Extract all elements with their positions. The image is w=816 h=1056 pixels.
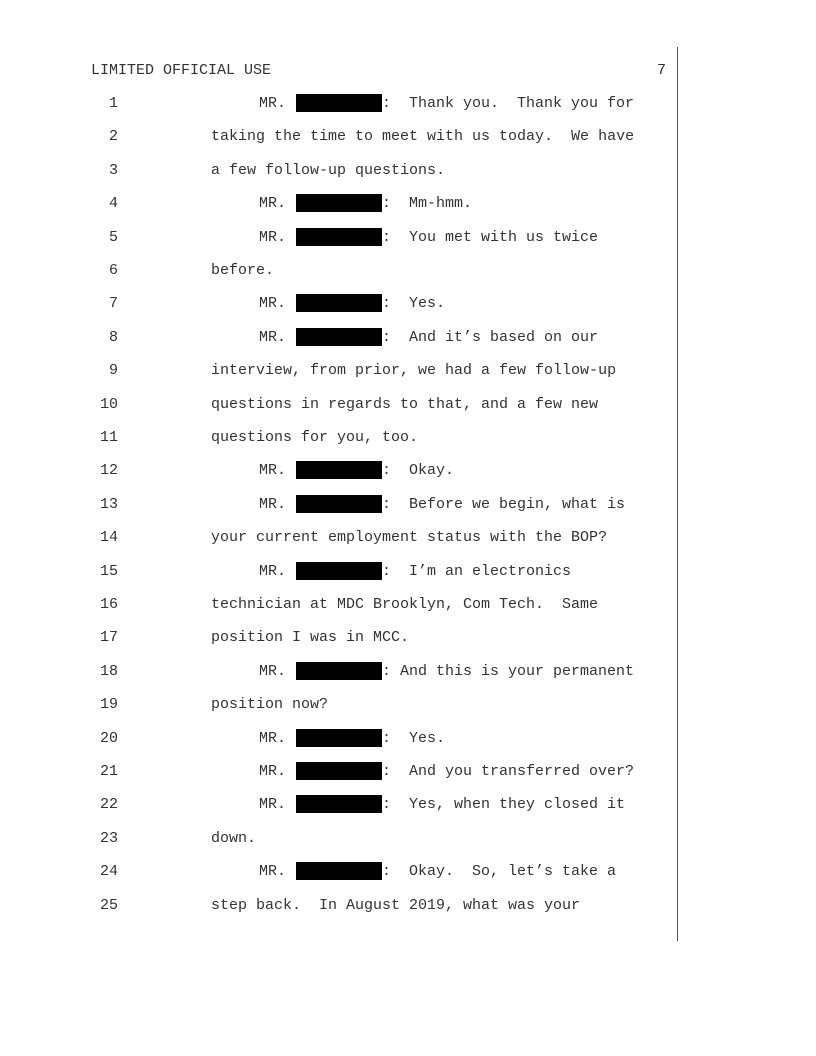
line-number: 17 bbox=[99, 629, 118, 647]
line-number: 5 bbox=[108, 228, 118, 246]
line-number: 8 bbox=[108, 328, 118, 346]
line-number: 12 bbox=[99, 462, 118, 480]
line-number: 25 bbox=[99, 896, 118, 914]
speaker-label: MR. bbox=[259, 462, 287, 480]
page-number: 7 bbox=[657, 62, 667, 79]
line-number: 16 bbox=[99, 596, 118, 613]
line-number: 24 bbox=[99, 863, 118, 881]
line-text: step back. In August 2019, what was your bbox=[211, 896, 581, 914]
transcript-line bbox=[0, 262, 816, 282]
line-text: questions in regards to that, and a few new bbox=[211, 395, 599, 413]
transcript-line bbox=[0, 329, 816, 349]
redacted-name bbox=[296, 461, 382, 479]
redacted-name bbox=[296, 294, 382, 312]
line-number: 21 bbox=[99, 763, 118, 780]
line-text: interview, from prior, we had a few follow-up bbox=[211, 362, 617, 380]
transcript-line bbox=[0, 563, 816, 583]
transcript-line bbox=[0, 429, 816, 449]
transcript-line bbox=[0, 396, 816, 416]
speaker-label: MR. bbox=[259, 328, 287, 346]
line-number: 11 bbox=[99, 429, 118, 446]
line-text: questions for you, too. bbox=[211, 429, 419, 446]
line-text: position now? bbox=[211, 696, 329, 714]
speaker-line bbox=[259, 663, 634, 680]
speaker-line bbox=[259, 229, 598, 246]
transcript-line bbox=[0, 663, 816, 683]
redacted-name bbox=[296, 228, 382, 246]
speaker-line bbox=[259, 462, 454, 479]
redacted-name bbox=[296, 729, 382, 747]
line-text: : Okay. bbox=[382, 462, 455, 480]
line-number: 22 bbox=[99, 796, 118, 814]
speaker-label: MR. bbox=[259, 662, 287, 680]
transcript-line bbox=[0, 229, 816, 249]
line-number: 1 bbox=[108, 95, 118, 112]
line-number: 6 bbox=[108, 262, 118, 279]
line-text: a few follow-up questions. bbox=[211, 161, 446, 179]
line-text: taking the time to meet with us today. We have bbox=[211, 128, 635, 146]
transcript-line bbox=[0, 796, 816, 816]
line-text: : Mm-hmm. bbox=[382, 195, 473, 213]
line-text: your current employment status with the BOP? bbox=[211, 529, 608, 547]
speaker-label: MR. bbox=[259, 763, 287, 780]
line-text: technician at MDC Brooklyn, Com Tech. Same bbox=[211, 596, 599, 613]
redacted-name bbox=[296, 762, 382, 780]
redacted-name bbox=[296, 94, 382, 112]
line-text: : And you transferred over? bbox=[382, 763, 635, 780]
transcript-line bbox=[0, 162, 816, 182]
transcript-line bbox=[0, 863, 816, 883]
speaker-line bbox=[259, 195, 472, 212]
transcript-line bbox=[0, 730, 816, 750]
speaker-label: MR. bbox=[259, 562, 287, 580]
speaker-label: MR. bbox=[259, 796, 287, 814]
redacted-name bbox=[296, 862, 382, 880]
speaker-line bbox=[259, 730, 445, 747]
transcript-line bbox=[0, 128, 816, 148]
line-text: before. bbox=[211, 262, 275, 279]
transcript-line bbox=[0, 95, 816, 115]
speaker-line bbox=[259, 329, 598, 346]
line-number: 15 bbox=[99, 562, 118, 580]
line-text: : And it’s based on our bbox=[382, 328, 599, 346]
line-number: 3 bbox=[108, 161, 118, 179]
speaker-label: MR. bbox=[259, 729, 287, 747]
line-text: : Yes. bbox=[382, 295, 446, 313]
line-number: 4 bbox=[108, 195, 118, 213]
line-number: 18 bbox=[99, 662, 118, 680]
speaker-label: MR. bbox=[259, 295, 287, 313]
line-number: 13 bbox=[99, 495, 118, 513]
line-number: 10 bbox=[99, 395, 118, 413]
transcript-line bbox=[0, 496, 816, 516]
transcript-line bbox=[0, 295, 816, 315]
speaker-line bbox=[259, 496, 625, 513]
line-text: : You met with us twice bbox=[382, 228, 599, 246]
speaker-line bbox=[259, 863, 616, 880]
classification-header: LIMITED OFFICIAL USE bbox=[91, 62, 272, 79]
redacted-name bbox=[296, 328, 382, 346]
speaker-line bbox=[259, 563, 571, 580]
speaker-label: MR. bbox=[259, 495, 287, 513]
line-number: 9 bbox=[108, 362, 118, 380]
line-number: 7 bbox=[108, 295, 118, 313]
line-text: position I was in MCC. bbox=[211, 629, 410, 647]
line-number: 14 bbox=[99, 529, 118, 547]
redacted-name bbox=[296, 795, 382, 813]
speaker-line bbox=[259, 763, 634, 780]
transcript-line bbox=[0, 462, 816, 482]
line-number: 23 bbox=[99, 829, 118, 847]
redacted-name bbox=[296, 562, 382, 580]
transcript-line bbox=[0, 830, 816, 850]
speaker-line bbox=[259, 295, 445, 312]
transcript-line bbox=[0, 629, 816, 649]
transcript-line bbox=[0, 362, 816, 382]
speaker-line bbox=[259, 796, 625, 813]
speaker-line bbox=[259, 95, 634, 112]
line-number: 20 bbox=[99, 729, 118, 747]
line-text: : Yes. bbox=[382, 729, 446, 747]
transcript-line bbox=[0, 897, 816, 917]
line-text: : Before we begin, what is bbox=[382, 495, 626, 513]
redacted-name bbox=[296, 662, 382, 680]
transcript-line bbox=[0, 195, 816, 215]
line-text: : Okay. So, let’s take a bbox=[382, 863, 617, 881]
line-text: : Yes, when they closed it bbox=[382, 796, 626, 814]
line-number: 19 bbox=[99, 696, 118, 714]
speaker-label: MR. bbox=[259, 95, 287, 112]
line-text: : And this is your permanent bbox=[382, 662, 635, 680]
line-text: down. bbox=[211, 829, 257, 847]
line-text: : I’m an electronics bbox=[382, 562, 572, 580]
transcript-line bbox=[0, 596, 816, 616]
transcript-line bbox=[0, 696, 816, 716]
redacted-name bbox=[296, 194, 382, 212]
transcript-line bbox=[0, 763, 816, 783]
line-number: 2 bbox=[108, 128, 118, 146]
speaker-label: MR. bbox=[259, 228, 287, 246]
speaker-label: MR. bbox=[259, 195, 287, 213]
redacted-name bbox=[296, 495, 382, 513]
line-text: : Thank you. Thank you for bbox=[382, 95, 635, 112]
speaker-label: MR. bbox=[259, 863, 287, 881]
transcript-line bbox=[0, 529, 816, 549]
